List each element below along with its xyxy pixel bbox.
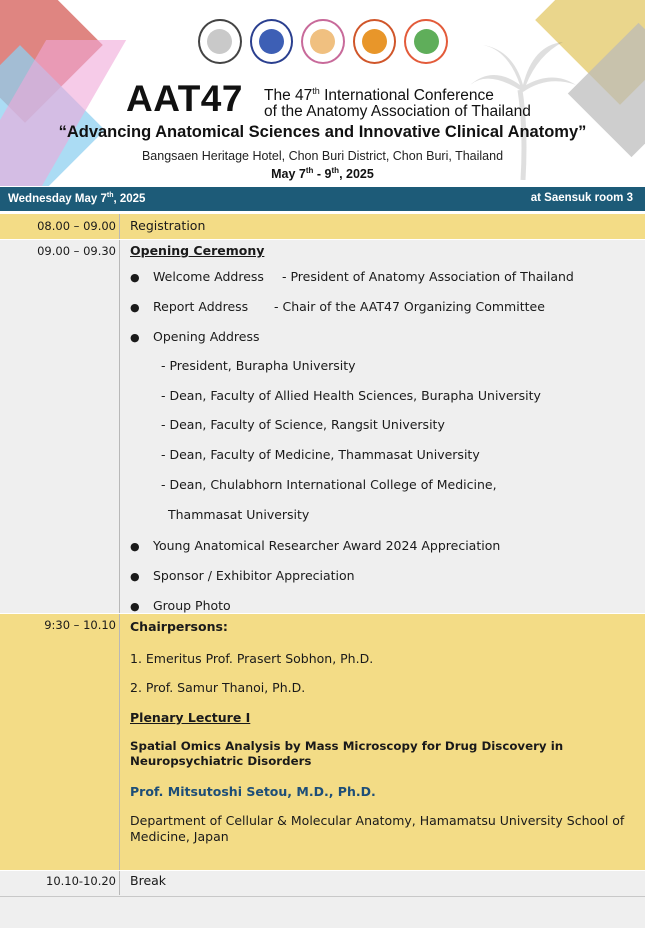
day-year: , 2025 bbox=[113, 192, 146, 205]
report-address-speaker: - Chair of the AAT47 Organizing Committee bbox=[274, 299, 545, 314]
session-time: 09.00 – 09.30 bbox=[0, 240, 120, 613]
conference-name-line1-rest: International Conference bbox=[319, 87, 494, 105]
conference-name-line1: The 47 bbox=[264, 87, 313, 105]
year: , 2025 bbox=[339, 167, 374, 182]
faculty-seal-icon bbox=[301, 19, 345, 64]
bullet-icon: ● bbox=[130, 331, 140, 344]
opening-speaker: - Dean, Faculty of Allied Health Sciences, Burapha University bbox=[161, 388, 541, 403]
university-emblem-icon bbox=[353, 19, 397, 64]
bullet-icon: ● bbox=[130, 301, 140, 314]
bullet-icon: ● bbox=[130, 540, 140, 553]
opening-speaker: - Dean, Faculty of Medicine, Thammasat University bbox=[161, 447, 480, 462]
start-date: May 7 bbox=[271, 167, 306, 182]
schedule-row-registration bbox=[0, 214, 645, 239]
conference-banner bbox=[0, 0, 645, 186]
schedule-row-break bbox=[0, 871, 645, 928]
plenary-lecture-heading: Plenary Lecture I bbox=[130, 710, 251, 725]
opening-speaker: - Dean, Chulabhorn International College of Medicine, bbox=[161, 477, 497, 492]
welcome-address-label: Welcome Address bbox=[153, 269, 264, 284]
speaker-name: Prof. Mitsutoshi Setou, M.D., Ph.D. bbox=[130, 784, 376, 799]
end-date: - 9 bbox=[313, 167, 332, 182]
university-seal-icon bbox=[250, 19, 294, 64]
ordinal-suffix: th bbox=[312, 86, 320, 96]
award-appreciation: Young Anatomical Researcher Award 2024 Appreciation bbox=[153, 538, 501, 553]
conference-venue: Bangsaen Heritage Hotel, Chon Buri District, Chon Buri, Thailand bbox=[141, 149, 504, 163]
opening-address-label: Opening Address bbox=[153, 329, 260, 344]
session-time: 08.00 – 09.00 bbox=[0, 214, 120, 239]
opening-speaker: - President, Burapha University bbox=[161, 358, 356, 373]
day-text: Wednesday May 7 bbox=[8, 192, 107, 205]
ordinal-suffix: th bbox=[305, 166, 314, 175]
opening-speaker: - Dean, Faculty of Science, Rangsit University bbox=[161, 417, 445, 432]
conference-name-line2: of the Anatomy Association of Thailand bbox=[264, 103, 531, 121]
ordinal-suffix: th bbox=[331, 166, 340, 175]
welcome-address-speaker: - President of Anatomy Association of Thailand bbox=[282, 269, 574, 284]
session-title: Registration bbox=[130, 218, 206, 233]
lecture-title: Spatial Omics Analysis by Mass Microscopy for Drug Discovery in Neuropsychiatric Disorders bbox=[130, 739, 564, 768]
report-address-label: Report Address bbox=[153, 299, 249, 314]
chairperson: 1. Emeritus Prof. Prasert Sobhon, Ph.D. bbox=[130, 651, 374, 666]
bullet-icon: ● bbox=[130, 600, 140, 613]
sponsor-appreciation: Sponsor / Exhibitor Appreciation bbox=[153, 568, 355, 583]
conference-theme: “Advancing Anatomical Sciences and Innovative Clinical Anatomy” bbox=[58, 123, 587, 141]
college-logo-icon bbox=[404, 19, 448, 64]
chairpersons-heading: Chairpersons: bbox=[130, 619, 228, 634]
conference-name bbox=[264, 83, 531, 120]
sponsor-logos bbox=[198, 19, 448, 67]
conference-dates bbox=[0, 166, 645, 181]
association-seal-icon bbox=[198, 19, 242, 64]
day-label bbox=[8, 192, 145, 205]
day-header-bar bbox=[0, 187, 645, 211]
session-time: 10.10-10.20 bbox=[0, 871, 120, 895]
group-photo: Group Photo bbox=[153, 598, 231, 613]
chairperson: 2. Prof. Samur Thanoi, Ph.D. bbox=[130, 680, 306, 695]
event-code: AAT47 bbox=[126, 78, 243, 119]
opening-speaker-continued: Thammasat University bbox=[168, 507, 310, 522]
ordinal-suffix: th bbox=[106, 192, 114, 199]
schedule-row-plenary bbox=[0, 614, 645, 870]
session-time: 9:30 – 10.10 bbox=[0, 614, 120, 870]
bullet-icon: ● bbox=[130, 271, 140, 284]
session-title: Opening Ceremony bbox=[130, 243, 265, 258]
row-divider bbox=[0, 896, 645, 897]
bullet-icon: ● bbox=[130, 570, 140, 583]
room-label: at Saensuk room 3 bbox=[530, 192, 633, 204]
session-title: Break bbox=[130, 873, 167, 888]
schedule-row-opening bbox=[0, 240, 645, 613]
speaker-affiliation: Department of Cellular & Molecular Anatomy, Hamamatsu University School of Medicine, Japan bbox=[130, 813, 625, 844]
